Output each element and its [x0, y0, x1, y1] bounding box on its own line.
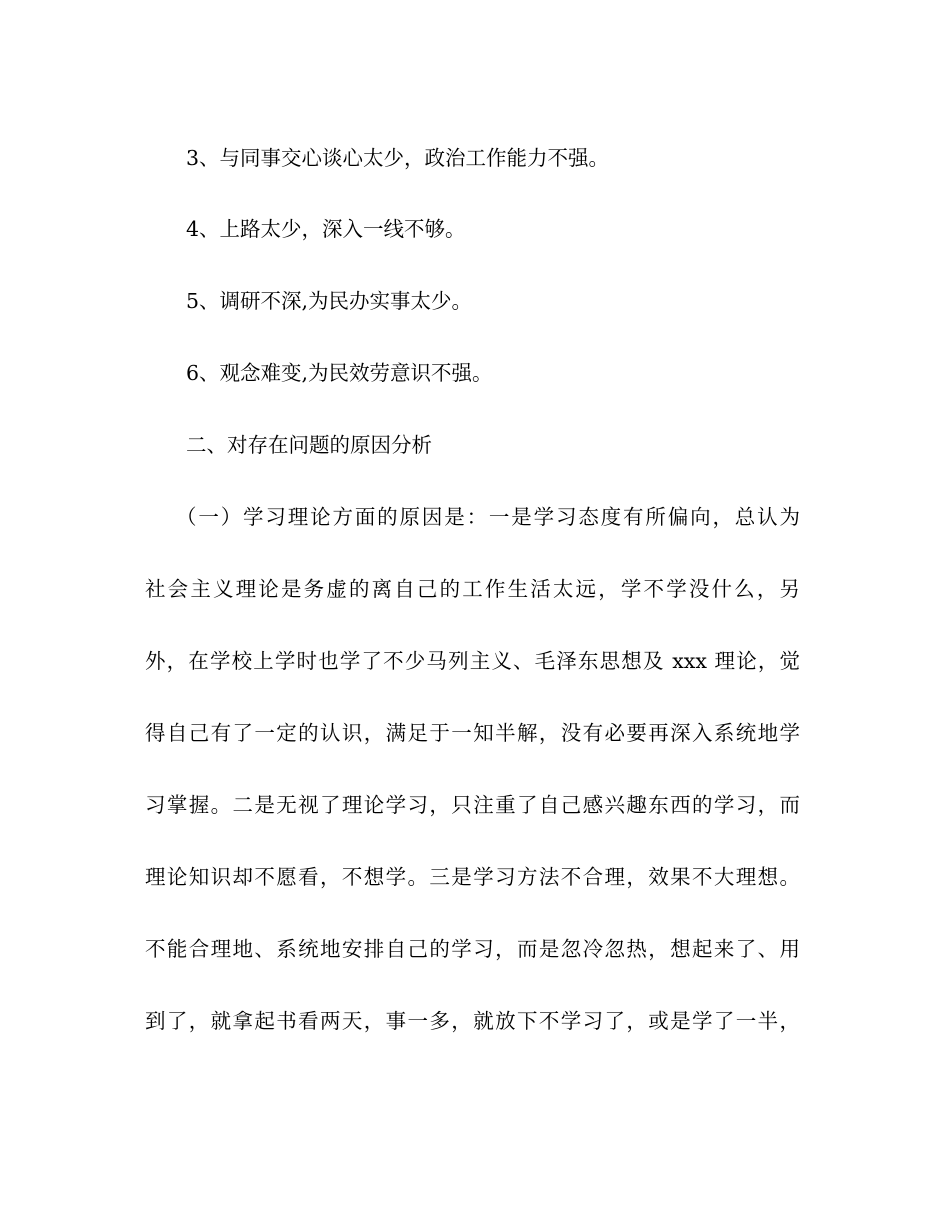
- paragraph-line: 习掌握。二是无视了理论学习，只注重了自己感兴趣东西的学习，而: [145, 793, 800, 817]
- section-heading: 二、对存在问题的原因分析: [186, 433, 432, 457]
- paragraph-line: 社会主义理论是务虚的离自己的工作生活太远，学不学没什么，另: [145, 577, 800, 601]
- list-item-4: 4、上路太少，深入一线不够。: [186, 217, 466, 241]
- paragraph-line: 得自己有了一定的认识，满足于一知半解，没有必要再深入系统地学: [145, 721, 800, 745]
- paragraph-line: 理论知识却不愿看，不想学。三是学习方法不合理，效果不大理想。: [145, 865, 800, 889]
- paragraph-line: 不能合理地、系统地安排自己的学习，而是忽冷忽热，想起来了、用: [145, 937, 800, 961]
- paragraph-line: （一）学习理论方面的原因是：一是学习态度有所偏向，总认为: [176, 505, 800, 529]
- paragraph-line: 到了，就拿起书看两天，事一多，就放下不学习了，或是学了一半，: [145, 1009, 800, 1033]
- list-item-3: 3、与同事交心谈心太少，政治工作能力不强。: [186, 146, 610, 170]
- list-item-6: 6、观念难变,为民效劳意识不强。: [186, 361, 493, 385]
- paragraph-line: 外，在学校上学时也学了不少马列主义、毛泽东思想及 xxx 理论，觉: [145, 649, 800, 673]
- list-item-5: 5、调研不深,为民办实事太少。: [186, 289, 473, 313]
